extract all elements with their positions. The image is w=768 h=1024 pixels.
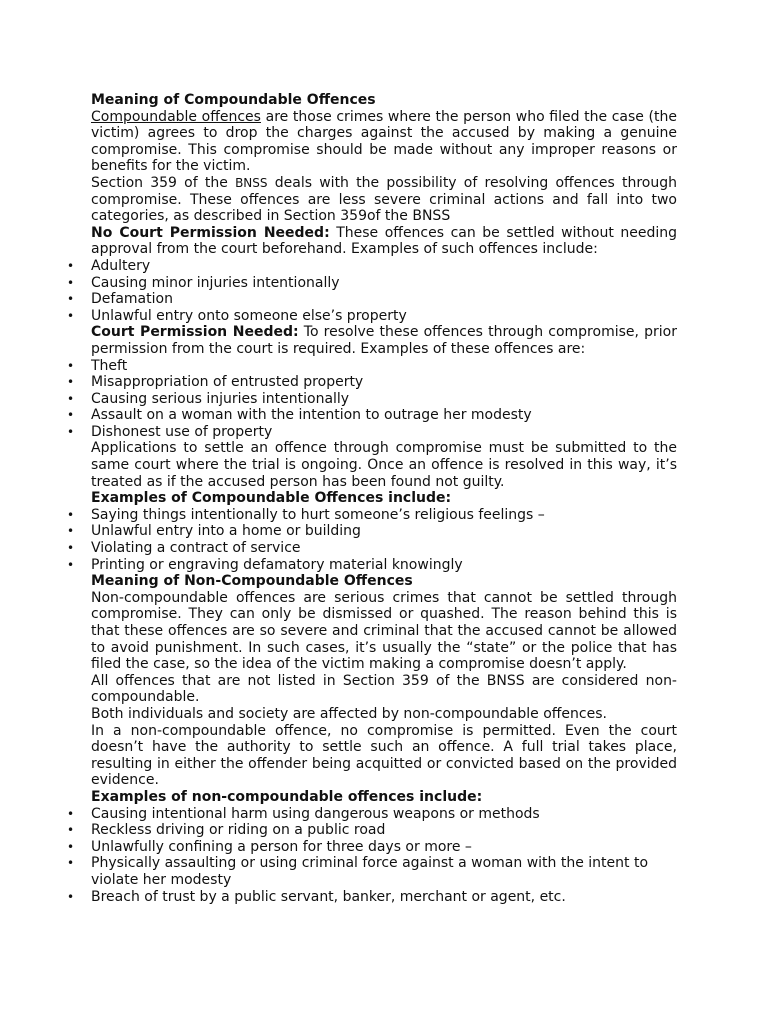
- list-item: • Misappropriation of entrusted property: [91, 374, 677, 391]
- list-item: • Assault on a woman with the intention to outrage her modesty: [91, 407, 677, 424]
- paragraph-no-compromise: In a non-compoundable offence, no compromise is permitted. Even the court doesn’t have the authority to settle such an offence. A full trial takes place, resulting in either the offender being acquitted or convicted based on the provided evidence.: [91, 722, 677, 789]
- no-permission-list: [91, 258, 677, 324]
- section-text-pre: Section 359 of the: [91, 174, 236, 191]
- list-item: • Dishonest use of property: [91, 424, 677, 441]
- heading-non-compoundable: Meaning of Non-Compoundable Offences: [91, 573, 413, 590]
- list-item: • Causing serious injuries intentionally: [91, 391, 677, 408]
- list-item: • Reckless driving or riding on a public road: [91, 822, 677, 839]
- definition-text: are those crimes where the person who filed the case (the victim) agrees to drop the charges against the accused by making a genuine compromise. This compromise should be made without any improper reasons or benefits for the victim.: [91, 108, 677, 175]
- list-item: • Physically assaulting or using criminal force against a woman with the intent to violate her modesty: [91, 855, 677, 888]
- section-text-post: deals with the possibility of resolving offences through compromise. These offences are less severe criminal actions and fall into two categories, as described in Section 359of the BNSS: [91, 174, 677, 225]
- permission-label: Court Permission Needed:: [91, 324, 299, 341]
- paragraph-section-359: [91, 175, 677, 225]
- list-item: • Causing minor injuries intentionally: [91, 275, 677, 292]
- list-item: • Defamation: [91, 291, 677, 308]
- list-item: • Unlawfully confining a person for three days or more –: [91, 839, 677, 856]
- paragraph-non-compoundable-definition: Non-compoundable offences are serious crimes that cannot be settled through compromise. They can only be dismissed or quashed. The reason behind this is that these offences are so severe and criminal that the accused cannot be allowed to avoid punishment. In such cases, it’s usually the “state” or the police that has filed the case, so the idea of the victim making a compromise doesn’t apply.: [91, 589, 677, 673]
- paragraph-applications: Applications to settle an offence through compromise must be submitted to the same court where the trial is ongoing. Once an offence is resolved in this way, it’s treated as if the accused person has been found not guilty.: [91, 440, 677, 490]
- bnss-abbrev: BNSS: [235, 175, 268, 190]
- no-permission-label: No Court Permission Needed:: [91, 224, 330, 241]
- paragraph-compoundable-definition: [91, 109, 677, 175]
- list-item: • Breach of trust by a public servant, banker, merchant or agent, etc.: [91, 889, 677, 906]
- list-item: • Printing or engraving defamatory material knowingly: [91, 557, 677, 574]
- paragraph-not-listed: All offences that are not listed in Section 359 of the BNSS are considered non-compoundable.: [91, 672, 677, 706]
- paragraph-society-affected: Both individuals and society are affected by non-compoundable offences.: [91, 705, 607, 722]
- list-item: • Unlawful entry onto someone else’s property: [91, 308, 677, 325]
- no-permission-text: These offences can be settled without needing approval from the court beforehand. Examples of such offences include:: [91, 224, 677, 258]
- document-body: [91, 92, 677, 905]
- non-compoundable-examples-list: [91, 806, 677, 906]
- list-item: • Causing intentional harm using dangerous weapons or methods: [91, 806, 677, 823]
- permission-list: [91, 358, 677, 441]
- compoundable-offences-link[interactable]: Compoundable offences: [91, 108, 261, 125]
- list-item: • Unlawful entry into a home or building: [91, 523, 677, 540]
- heading-non-compoundable-examples: Examples of non-compoundable offences include:: [91, 788, 483, 805]
- heading-compoundable-examples: Examples of Compoundable Offences include:: [91, 490, 452, 507]
- compoundable-examples-list: [91, 507, 677, 573]
- paragraph-permission: [91, 324, 677, 357]
- heading-compoundable: Meaning of Compoundable Offences: [91, 92, 376, 108]
- list-item: • Adultery: [91, 258, 677, 275]
- list-item: • Theft: [91, 358, 677, 375]
- list-item: • Saying things intentionally to hurt someone’s religious feelings –: [91, 507, 677, 524]
- permission-text: To resolve these offences through compromise, prior permission from the court is required. Examples of these offences are:: [91, 324, 677, 357]
- list-item: • Violating a contract of service: [91, 540, 677, 557]
- paragraph-no-permission: [91, 225, 677, 258]
